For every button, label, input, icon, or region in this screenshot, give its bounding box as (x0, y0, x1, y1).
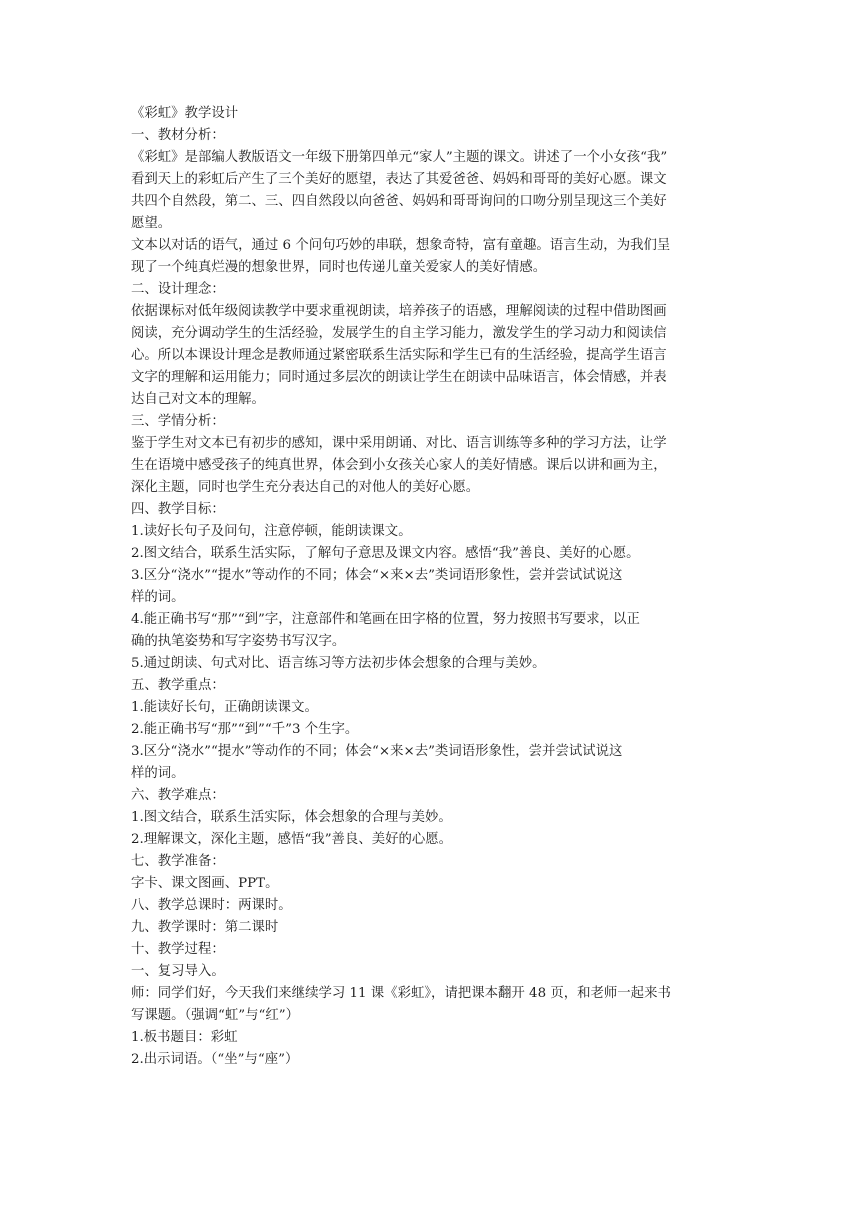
list-item: 2.图文结合，联系生活实际，了解句子意思及课文内容。感悟“我”善良、美好的心愿。 (131, 546, 640, 561)
list-item: 3.区分“浇水”“提水”等动作的不同；体会“×来×去”类词语形象性，尝并尝试试说这 (131, 568, 623, 583)
section-heading: 二、设计理念： (131, 282, 225, 297)
list-item: 1.图文结合，联系生活实际，体会想象的合理与美妙。 (131, 810, 452, 825)
section-heading: 四、教学目标： (131, 502, 225, 517)
list-item: 2.出示词语。（“坐”与“座”） (131, 1052, 299, 1067)
body-line: 共四个自然段，第二、三、四自然段以向爸爸、妈妈和哥哥询问的口吻分别呈现这三个美好 (131, 194, 667, 209)
body-line: 生在语境中感受孩子的纯真世界，体会到小女孩关心家人的美好情感。课后以讲和画为主， (131, 458, 667, 473)
body-line: 阅读，充分调动学生的生活经验，发展学生的自主学习能力，激发学生的学习动力和阅读信 (131, 326, 667, 341)
list-item: 2.能正确书写“那”“到”“千”3 个生字。 (131, 722, 359, 737)
list-item: 确的执笔姿势和写字姿势书写汉字。 (131, 634, 346, 649)
section-heading: 十、教学过程： (131, 942, 225, 957)
list-item: 样的词。 (131, 590, 185, 605)
body-line: 写课题。（强调“虹”与“红”） (131, 1008, 299, 1023)
body-line: 文本以对话的语气，通过 6 个问句巧妙的串联，想象奇特，富有童趣。语言生动，为我们呈 (131, 238, 671, 253)
section-heading: 六、教学难点： (131, 788, 225, 803)
body-line: 深化主题，同时也学生充分表达自己的对他人的美好心愿。 (131, 480, 480, 495)
body-line: 看到天上的彩虹后产生了三个美好的愿望，表达了其爱爸爸、妈妈和哥哥的美好心愿。课文 (131, 172, 667, 187)
list-item: 样的词。 (131, 766, 185, 781)
body-line: 依据课标对低年级阅读教学中要求重视朗读，培养孩子的语感，理解阅读的过程中借助图画 (131, 304, 667, 319)
body-line: 文字的理解和运用能力；同时通过多层次的朗读让学生在朗读中品味语言，体会情感，并表 (131, 370, 667, 385)
body-line: 鉴于学生对文本已有初步的感知，课中采用朗诵、对比、语言训练等多种的学习方法，让学 (131, 436, 667, 451)
body-line: 心。所以本课设计理念是教师通过紧密联系生活实际和学生已有的生活经验，提高学生语言 (131, 348, 667, 363)
body-line: 现了一个纯真烂漫的想象世界，同时也传递儿童关爱家人的美好情感。 (131, 260, 547, 275)
section-heading: 三、学情分析： (131, 414, 225, 429)
doc-title: 《彩虹》教学设计 (131, 106, 239, 121)
body-line: 字卡、课文图画、PPT。 (131, 876, 279, 891)
section-heading: 一、复习导入。 (131, 964, 225, 979)
list-item: 3.区分“浇水”“提水”等动作的不同；体会“×来×去”类词语形象性，尝并尝试试说这 (131, 744, 623, 759)
list-item: 5.通过朗读、句式对比、语言练习等方法初步体会想象的合理与美妙。 (131, 656, 546, 671)
list-item: 1.板书题目：彩虹 (131, 1030, 238, 1045)
section-heading: 八、教学总课时：两课时。 (131, 898, 292, 913)
section-heading: 五、教学重点： (131, 678, 225, 693)
body-line: 师：同学们好，今天我们来继续学习 11 课《彩虹》，请把课本翻开 48 页，和老师一起来书 (131, 986, 671, 1001)
section-heading: 九、教学课时：第二课时 (131, 920, 279, 935)
section-heading: 一、教材分析： (131, 128, 225, 143)
list-item: 4.能正确书写“那”“到”字，注意部件和笔画在田字格的位置，努力按照书写要求，以正 (131, 612, 640, 627)
body-line: 《彩虹》是部编人教版语文一年级下册第四单元“家人”主题的课文。讲述了一个小女孩“我” (131, 150, 668, 165)
body-line: 达自己对文本的理解。 (131, 392, 265, 407)
body-line: 愿望。 (131, 216, 172, 231)
list-item: 1.能读好长句，正确朗读课文。 (131, 700, 318, 715)
section-heading: 七、教学准备： (131, 854, 225, 869)
list-item: 2.理解课文，深化主题，感悟“我”善良、美好的心愿。 (131, 832, 453, 847)
list-item: 1.读好长句子及问句，注意停顿，能朗读课文。 (131, 524, 412, 539)
